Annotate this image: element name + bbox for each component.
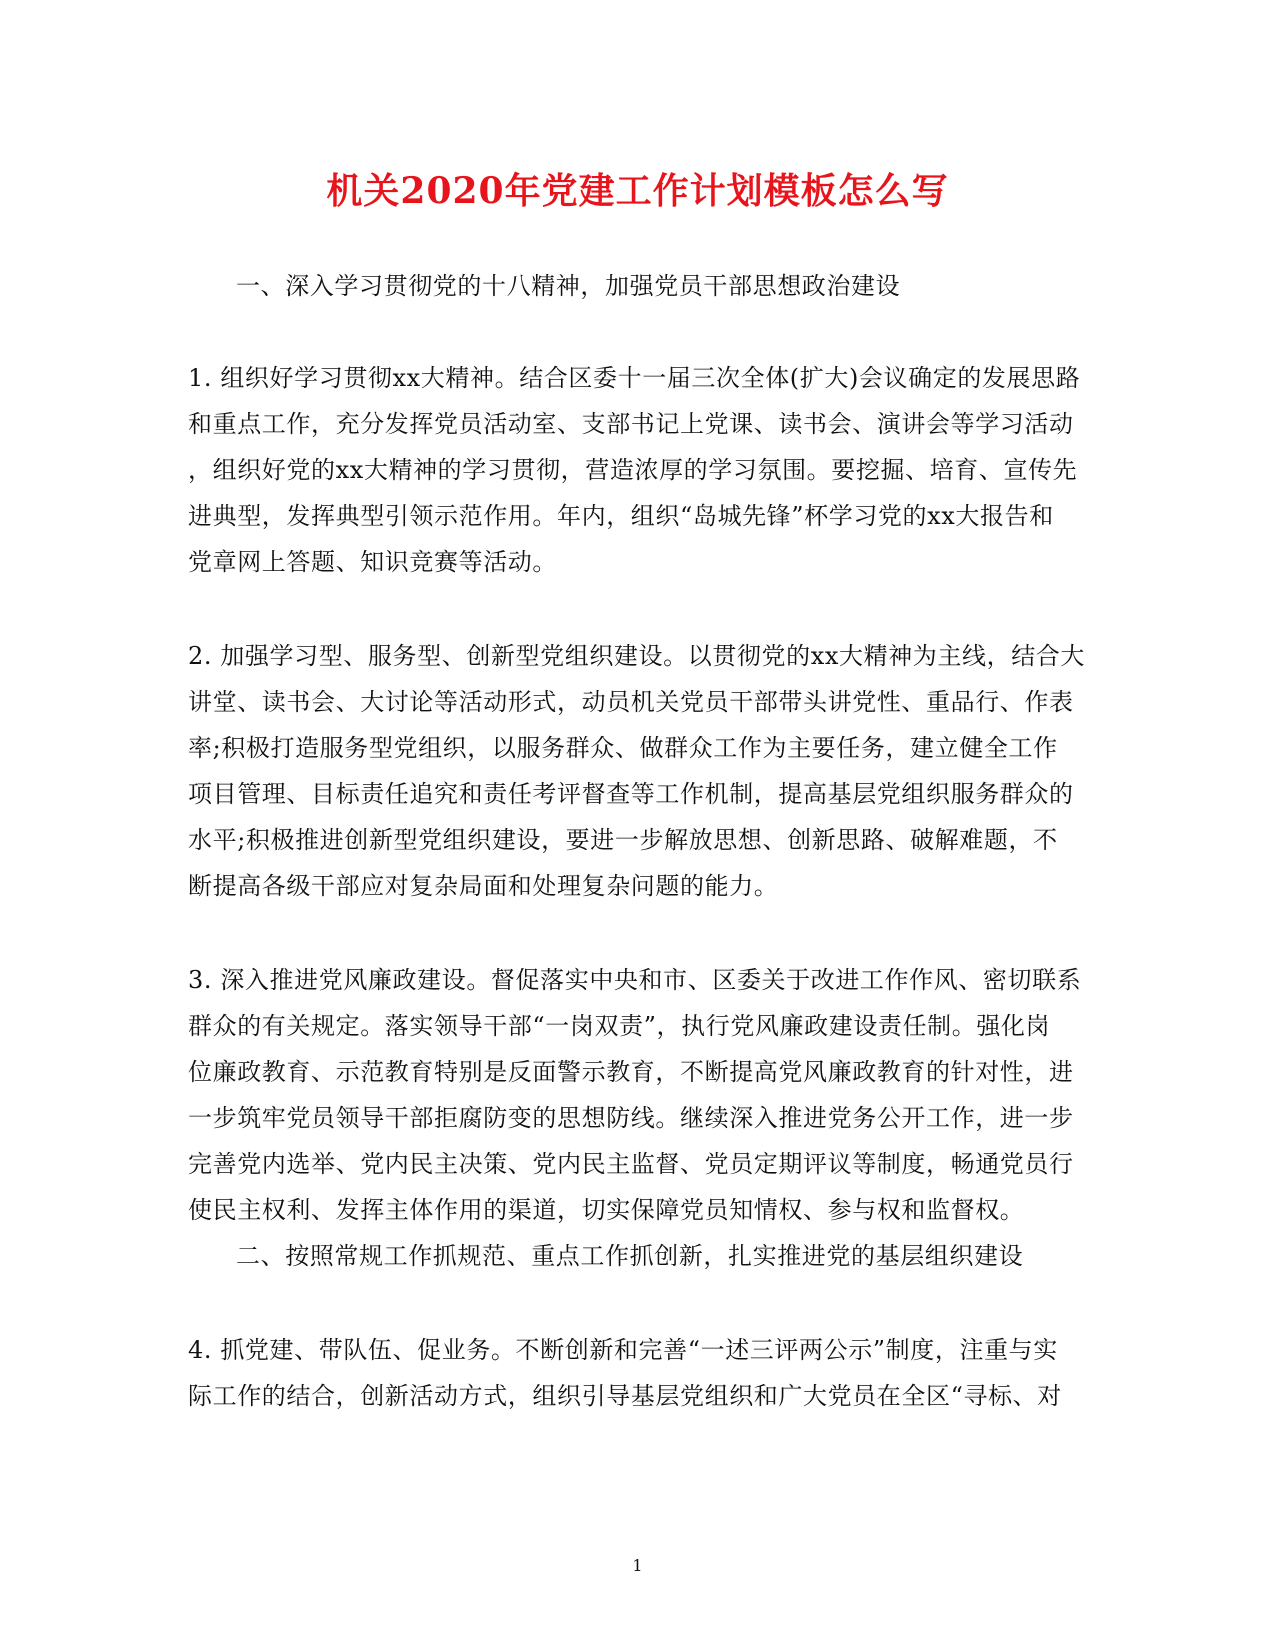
paragraph-line: 位廉政教育、示范教育特别是反面警示教育，不断提高党风廉政教育的针对性，进 bbox=[188, 1058, 1074, 1086]
document-title: 机关2020年党建工作计划模板怎么写 bbox=[326, 170, 949, 212]
section-heading-2: 二、按照常规工作抓规范、重点工作抓创新，扎实推进党的基层组织建设 bbox=[236, 1242, 1024, 1270]
paragraph-line: 际工作的结合，创新活动方式，组织引导基层党组织和广大党员在全区“寻标、对 bbox=[188, 1382, 1062, 1410]
paragraph-line: 群众的有关规定。落实领导干部“一岗双责”，执行党风廉政建设责任制。强化岗 bbox=[188, 1012, 1051, 1040]
paragraph-line: 率;积极打造服务型党组织，以服务群众、做群众工作为主要任务，建立健全工作 bbox=[188, 734, 1058, 762]
paragraph-line: 一步筑牢党员领导干部拒腐防变的思想防线。继续深入推进党务公开工作，进一步 bbox=[188, 1104, 1074, 1132]
paragraph-line: 断提高各级干部应对复杂局面和处理复杂问题的能力。 bbox=[188, 872, 779, 900]
paragraph-line: 完善党内选举、党内民主决策、党内民主监督、党员定期评议等制度，畅通党员行 bbox=[188, 1150, 1074, 1178]
page-number: 1 bbox=[632, 1556, 643, 1575]
paragraph-line: ，组织好党的xx大精神的学习贯彻，营造浓厚的学习氛围。要挖掘、培育、宣传先 bbox=[188, 456, 1078, 484]
section-heading-1: 一、深入学习贯彻党的十八精神，加强党员干部思想政治建设 bbox=[236, 272, 901, 300]
paragraph-line: 进典型，发挥典型引领示范作用。年内，组织“岛城先锋”杯学习党的xx大报告和 bbox=[188, 502, 1054, 530]
paragraph-line: 党章网上答题、知识竞赛等活动。 bbox=[188, 548, 557, 576]
paragraph-line: 3. 深入推进党风廉政建设。督促落实中央和市、区委关于改进工作作风、密切联系 bbox=[188, 966, 1082, 994]
paragraph-line: 水平;积极推进创新型党组织建设，要进一步解放思想、创新思路、破解难题，不 bbox=[188, 826, 1058, 854]
paragraph-line: 讲堂、读书会、大讨论等活动形式，动员机关党员干部带头讲党性、重品行、作表 bbox=[188, 688, 1074, 716]
paragraph-line: 项目管理、目标责任追究和责任考评督查等工作机制，提高基层党组织服务群众的 bbox=[188, 780, 1074, 808]
paragraph-line: 4. 抓党建、带队伍、促业务。不断创新和完善“一述三评两公示”制度，注重与实 bbox=[188, 1336, 1058, 1364]
paragraph-line: 1. 组织好学习贯彻xx大精神。结合区委十一届三次全体(扩大)会议确定的发展思路 bbox=[188, 364, 1081, 392]
paragraph-line: 使民主权利、发挥主体作用的渠道，切实保障党员知情权、参与权和监督权。 bbox=[188, 1196, 1025, 1224]
paragraph-line: 2. 加强学习型、服务型、创新型党组织建设。以贯彻党的xx大精神为主线，结合大 bbox=[188, 642, 1085, 670]
paragraph-line: 和重点工作，充分发挥党员活动室、支部书记上党课、读书会、演讲会等学习活动 bbox=[188, 410, 1074, 438]
